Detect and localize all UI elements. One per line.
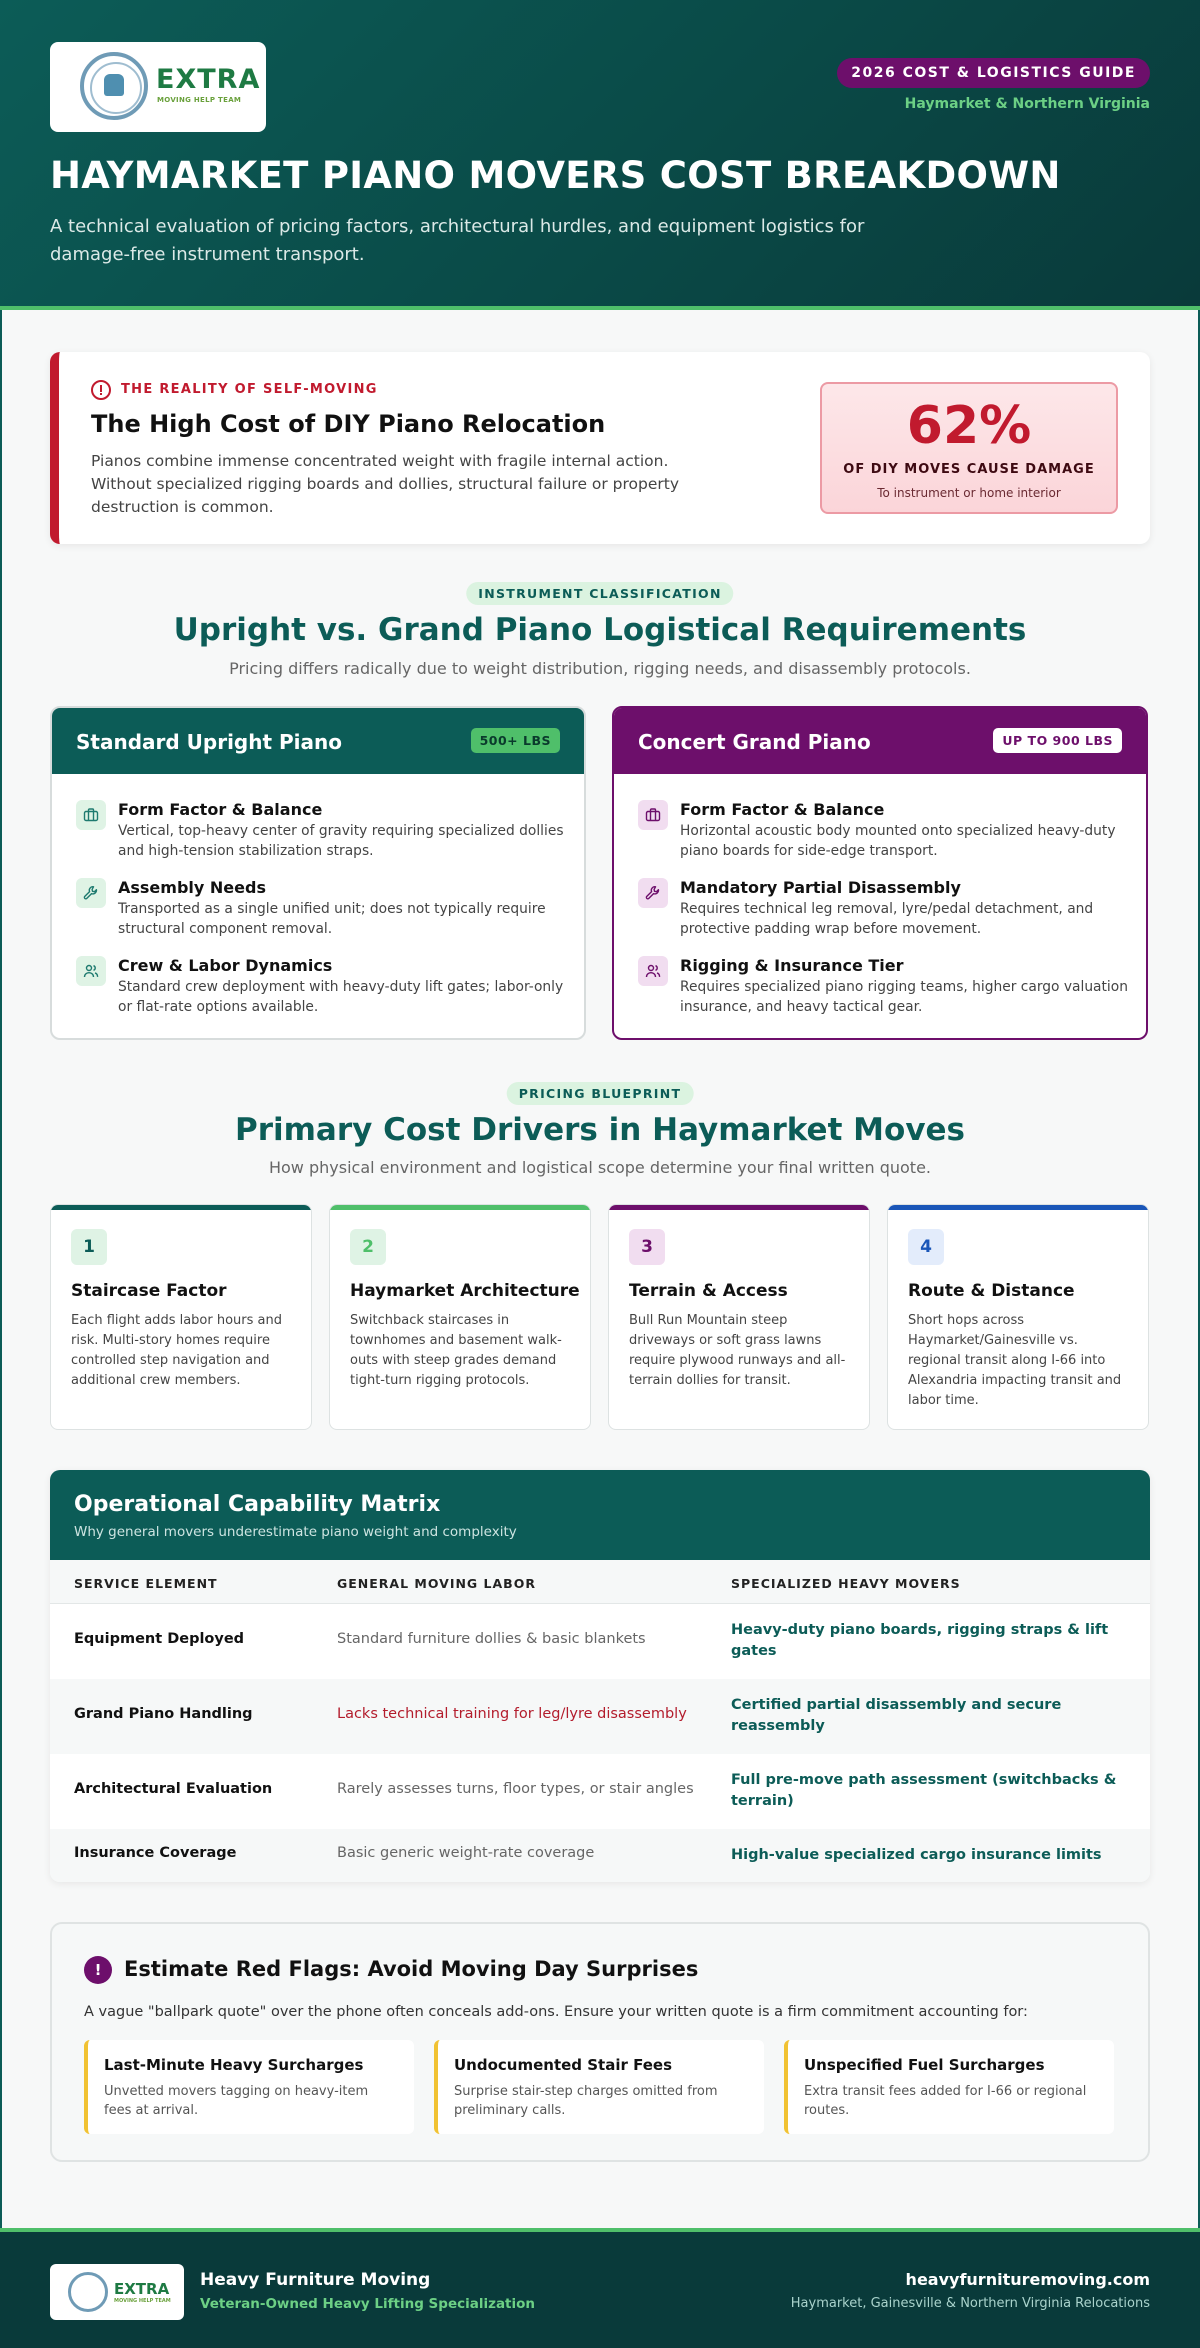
upright-weight-badge: 500+ LBS xyxy=(471,728,560,753)
wrench-icon xyxy=(638,878,668,908)
flag-title: Last-Minute Heavy Surcharges xyxy=(104,2056,364,2074)
stat-value: 62% xyxy=(906,396,1032,456)
wrench-icon xyxy=(76,878,106,908)
page-subtitle: A technical evaluation of pricing factors, architectural hurdles, and equipment logistics for damage-free instrument transport. xyxy=(50,216,865,265)
logo-emblem-icon xyxy=(68,2272,108,2312)
pricing-title: Primary Cost Drivers in Haymarket Moves xyxy=(234,1112,966,1148)
diy-title: The High Cost of DIY Piano Relocation xyxy=(91,410,606,438)
briefcase-icon xyxy=(638,800,668,830)
diy-warning-card xyxy=(50,352,1150,544)
row-general: Standard furniture dollies & basic blankets xyxy=(337,1631,646,1647)
flags-intro: A vague "ballpark quote" over the phone often conceals add-ons. Ensure your written quote is a firm commitment accounting for: xyxy=(84,2004,1028,2020)
hero-header xyxy=(0,0,1200,310)
classification-title: Upright vs. Grand Piano Logistical Requirements xyxy=(173,612,1027,648)
flag-title: Unspecified Fuel Surcharges xyxy=(804,2056,1045,2074)
row-specialized: High-value specialized cargo insurance limits xyxy=(731,1847,1102,1863)
driver-desc: Switchback staircases in townhomes and basement walk-outs with steep grades demand tight-turn rigging protocols. xyxy=(350,1313,562,1388)
flag-card xyxy=(784,2040,1114,2134)
driver-accent xyxy=(330,1205,590,1210)
feature-desc: Transported as a single unified unit; does not typically require structural component removal. xyxy=(118,901,546,937)
cost-driver-card xyxy=(887,1204,1149,1430)
logo-emblem-icon xyxy=(80,52,148,120)
diy-eyebrow: THE REALITY OF SELF-MOVING xyxy=(121,382,378,397)
row-specialized: Certified partial disassembly and secure reassembly xyxy=(731,1697,1062,1734)
exclamation-icon: ! xyxy=(84,1956,112,1984)
row-element: Grand Piano Handling xyxy=(74,1706,253,1722)
row-specialized: Full pre-move path assessment (switchbacks & terrain) xyxy=(731,1772,1117,1809)
feature-desc: Standard crew deployment with heavy-duty lift gates; labor-only or flat-rate options available. xyxy=(118,979,564,1015)
row-general: Lacks technical training for leg/lyre disassembly xyxy=(337,1706,687,1722)
table-row xyxy=(50,1829,1150,1882)
cost-driver-card xyxy=(329,1204,591,1430)
footer-logo-subtitle: MOVING HELP TEAM xyxy=(114,2298,171,2304)
flag-desc: Extra transit fees added for I-66 or regional routes. xyxy=(804,2084,1087,2118)
upright-title: Standard Upright Piano xyxy=(76,730,342,754)
matrix-title: Operational Capability Matrix xyxy=(74,1492,441,1517)
column-header: SPECIALIZED HEAVY MOVERS xyxy=(731,1576,961,1591)
feature-title: Form Factor & Balance xyxy=(118,800,323,819)
alert-circle-icon xyxy=(91,380,111,400)
feature-desc: Horizontal acoustic body mounted onto specialized heavy-duty piano boards for side-edge transport. xyxy=(680,823,1116,859)
footer-logo-word: EXTRA xyxy=(114,2280,170,2298)
guide-badge: 2026 COST & LOGISTICS GUIDE xyxy=(837,58,1150,88)
damage-stat-box xyxy=(820,382,1118,514)
flags-title: Estimate Red Flags: Avoid Moving Day Surprises xyxy=(124,1957,699,1981)
diy-text: Pianos combine immense concentrated weight with fragile internal action. Without specialized rigging boards and dollies, structural failure or property destruction is common. xyxy=(91,452,680,516)
feature-title: Assembly Needs xyxy=(118,878,266,897)
row-specialized: Heavy-duty piano boards, rigging straps & lift gates xyxy=(731,1622,1109,1659)
row-element: Insurance Coverage xyxy=(74,1845,237,1861)
feature-desc: Vertical, top-heavy center of gravity requiring specialized dollies and high-tension stabilization straps. xyxy=(118,823,564,859)
pricing-subtitle: How physical environment and logistical scope determine your final written quote. xyxy=(268,1158,932,1177)
pricing-chip: PRICING BLUEPRINT xyxy=(507,1082,694,1105)
matrix-subtitle: Why general movers underestimate piano weight and complexity xyxy=(74,1524,517,1540)
page-title: HAYMARKET PIANO MOVERS COST BREAKDOWN xyxy=(50,154,1061,197)
cost-driver-card xyxy=(50,1204,312,1430)
flag-desc: Unvetted movers tagging on heavy-item fees at arrival. xyxy=(104,2084,369,2118)
stat-label: OF DIY MOVES CAUSE DAMAGE xyxy=(843,462,1095,477)
column-header: SERVICE ELEMENT xyxy=(74,1576,218,1591)
table-row xyxy=(50,1754,1150,1829)
driver-title: Terrain & Access xyxy=(629,1281,788,1301)
flag-title: Undocumented Stair Fees xyxy=(454,2056,673,2074)
driver-accent xyxy=(51,1205,311,1210)
classification-chip: INSTRUMENT CLASSIFICATION xyxy=(466,582,733,605)
matrix-header xyxy=(50,1470,1150,1560)
users-icon xyxy=(638,956,668,986)
driver-title: Staircase Factor xyxy=(71,1281,227,1301)
footer-service-areas: Haymarket, Gainesville & Northern Virginia Relocations xyxy=(790,2296,1150,2311)
flag-card xyxy=(84,2040,414,2134)
row-general: Rarely assesses turns, floor types, or stair angles xyxy=(337,1781,694,1797)
column-header: GENERAL MOVING LABOR xyxy=(337,1576,536,1591)
footer-company-name: Heavy Furniture Moving xyxy=(200,2270,431,2290)
flag-card xyxy=(434,2040,764,2134)
footer-website-link[interactable]: heavyfurnituremoving.com xyxy=(905,2270,1150,2289)
table-header-row xyxy=(50,1560,1150,1604)
feature-title: Mandatory Partial Disassembly xyxy=(680,878,961,897)
grand-card-header xyxy=(614,708,1146,774)
feature-desc: Requires specialized piano rigging teams, higher cargo valuation insurance, and heavy tactical gear. xyxy=(680,979,1128,1015)
feature-title: Rigging & Insurance Tier xyxy=(680,956,904,975)
upright-card-header xyxy=(52,708,584,774)
classification-subtitle: Pricing differs radically due to weight distribution, rigging needs, and disassembly protocols. xyxy=(229,659,971,678)
driver-title: Haymarket Architecture xyxy=(350,1281,580,1301)
logo-subtitle: MOVING HELP TEAM xyxy=(157,96,242,104)
driver-accent xyxy=(609,1205,869,1210)
driver-number: 1 xyxy=(71,1229,107,1265)
driver-title: Route & Distance xyxy=(908,1281,1075,1301)
footer xyxy=(0,2228,1200,2348)
briefcase-icon xyxy=(76,800,106,830)
brand-logo[interactable] xyxy=(50,42,266,132)
users-icon xyxy=(76,956,106,986)
row-general: Basic generic weight-rate coverage xyxy=(337,1845,595,1861)
driver-number: 4 xyxy=(908,1229,944,1265)
logo-word: EXTRA xyxy=(156,64,261,95)
driver-desc: Each flight adds labor hours and risk. Multi-story homes require controlled step navigation and additional crew members. xyxy=(71,1313,282,1388)
location-label: Haymarket & Northern Virginia xyxy=(904,96,1150,112)
cost-driver-card xyxy=(608,1204,870,1430)
feature-title: Crew & Labor Dynamics xyxy=(118,956,333,975)
grand-weight-badge: UP TO 900 LBS xyxy=(993,728,1122,753)
stat-note: To instrument or home interior xyxy=(877,486,1061,500)
row-element: Architectural Evaluation xyxy=(74,1781,273,1797)
red-flags-panel xyxy=(50,1922,1150,2162)
footer-tagline: Veteran-Owned Heavy Lifting Specialization xyxy=(200,2296,536,2312)
driver-number: 2 xyxy=(350,1229,386,1265)
feature-title: Form Factor & Balance xyxy=(680,800,885,819)
driver-desc: Bull Run Mountain steep driveways or soft grass lawns require plywood runways and all-terrain dollies for transit. xyxy=(629,1313,846,1388)
driver-accent xyxy=(888,1205,1148,1210)
capability-matrix-table xyxy=(50,1470,1150,1882)
row-element: Equipment Deployed xyxy=(74,1631,245,1647)
feature-desc: Requires technical leg removal, lyre/pedal detachment, and protective padding wrap before movement. xyxy=(680,901,1094,937)
grand-title: Concert Grand Piano xyxy=(638,730,871,754)
driver-desc: Short hops across Haymarket/Gainesville vs. regional transit along I-66 into Alexandria impacting transit and labor time. xyxy=(908,1313,1122,1408)
driver-number: 3 xyxy=(629,1229,665,1265)
footer-logo[interactable] xyxy=(50,2264,184,2320)
table-row xyxy=(50,1679,1150,1754)
upright-piano-card xyxy=(50,706,586,1040)
flag-desc: Surprise stair-step charges omitted from preliminary calls. xyxy=(454,2084,718,2118)
table-row xyxy=(50,1604,1150,1679)
grand-piano-card xyxy=(612,706,1148,1040)
